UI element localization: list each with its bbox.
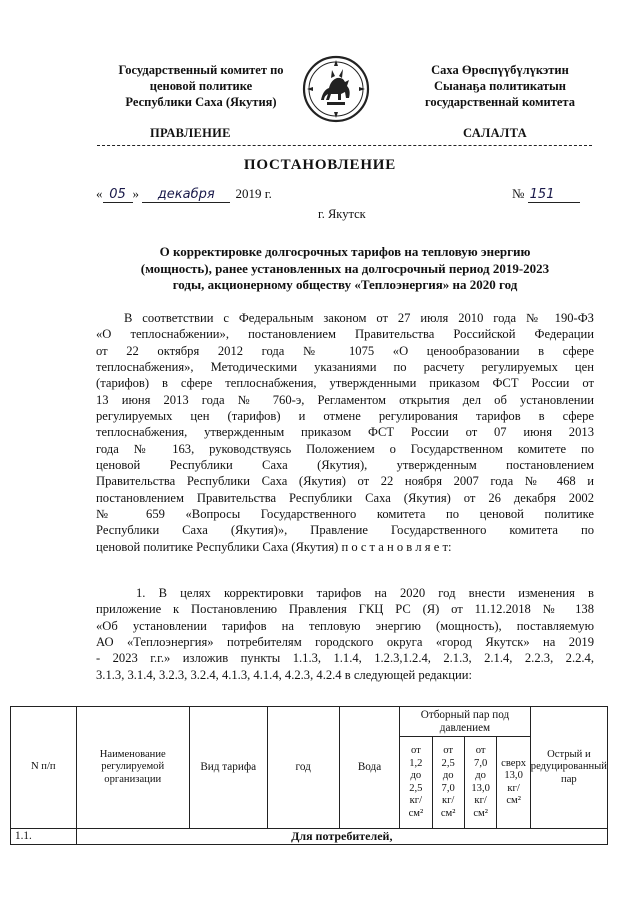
org-name-russian <box>96 62 306 110</box>
document-subject <box>100 244 590 294</box>
department-label-yakut: САЛАЛТА <box>463 126 527 140</box>
org-name-line: государственнай комитета <box>425 95 575 109</box>
header-steam-7-0-to-13-0: от 7,0 до 13,0 кг/ см² <box>464 737 497 829</box>
header-water: Вода <box>339 707 399 829</box>
date-quote-open: « <box>96 186 103 201</box>
org-name-line: Саха Өрөспүүбүлүкэтин <box>431 63 569 77</box>
paragraph-line: «Об установлении тарифов на тепловую энергию (мощность), поставляемую <box>96 618 594 633</box>
row-num: 1.1. <box>11 829 77 845</box>
paragraph-line: № 659 «Вопросы Государственного комитета по ценовой политике <box>96 507 594 522</box>
paragraph-line: 13 июня 2013 года № 760-э, Регламентом открытия дел об установлении <box>96 392 594 407</box>
header-year: год <box>267 707 339 829</box>
document-number <box>512 186 580 203</box>
number-handwritten: 151 <box>528 187 580 203</box>
paragraph-line: АО «Теплоэнергия» потребителям городского округа «город Якутск» на 2019 <box>96 635 594 650</box>
document-city: г. Якутск <box>318 207 366 221</box>
date-year: 2019 г. <box>235 186 272 201</box>
subject-line: годы, акционерному обществу «Теплоэнергия» на 2020 год <box>172 277 518 293</box>
paragraph-line: теплоснабжения, утвержденным приказом ФСТ России от 07 июня 2013 <box>96 425 594 440</box>
date-month-handwritten: декабря <box>142 187 230 203</box>
table-row <box>11 829 608 845</box>
paragraph-line: ценовой Республики Саха (Якутия), утвержденным постановлением <box>96 458 594 473</box>
paragraph-line: Республики Саха (Якутия)», Правление Государственного комитета по <box>96 523 594 538</box>
tariff-table <box>10 706 608 845</box>
header-sharp-steam: Острый и редуцированный пар <box>530 707 607 829</box>
document-date <box>96 186 272 203</box>
date-quote-close: » <box>132 186 139 201</box>
header-steam-group: Отборный пар под давлением <box>400 707 531 737</box>
header-steam-over-13-0: сверх 13,0 кг/ см² <box>497 737 530 829</box>
department-label-russian: ПРАВЛЕНИЕ <box>150 126 231 140</box>
paragraph-line: постановлением Правительства Республики Саха (Якутия) от 26 декабря 2002 <box>96 490 594 505</box>
paragraph-line: 3.1.3, 3.1.4, 3.2.3, 3.2.4, 4.1.3, 4.1.4, 4.2.3, 4.2.4 в следующей редакции: <box>96 667 472 682</box>
header-organization: Наименование регулируемой организации <box>76 707 189 829</box>
org-name-line: Республики Саха (Якутия) <box>125 95 277 109</box>
paragraph-line: приложение к Постановлению Правления ГКЦ РС (Я) от 11.12.2018 № 138 <box>96 602 594 617</box>
org-name-line: ценовой политике <box>149 79 253 93</box>
document-title: ПОСТАНОВЛЕНИЕ <box>243 157 397 173</box>
paragraph-line: - 2023 г.г.» изложив пункты 1.1.3, 1.1.4, 1.2.3,1.2.4, 2.1.3, 2.1.4, 2.2.3, 2.2.4, <box>96 651 594 666</box>
row-consumer-label: Для потребителей, <box>76 829 607 845</box>
paragraph-line: года № 163, руководствуясь Положением о Государственном комитете по <box>96 441 594 456</box>
paragraph-line: Правительства Республики Саха (Якутия) от 22 ноября 2007 года № 468 и <box>96 474 594 489</box>
paragraph-line: ценовой политике Республики Саха (Якутия) п о с т а н о в л я е т: <box>96 539 452 554</box>
paragraph-line: теплоснабжения», Методическими указаниями по расчету регулируемых цен <box>96 360 594 375</box>
paragraph-line: от 22 октября 2012 года № 1075 «О ценообразовании в сфере <box>96 343 594 358</box>
number-label: № <box>512 186 525 201</box>
org-name-line: Государственный комитет по <box>118 63 284 77</box>
header-steam-1-2-to-2-5: от 1,2 до 2,5 кг/ см² <box>400 737 432 829</box>
sakha-coat-of-arms-icon <box>301 54 371 124</box>
paragraph-line: 1. В целях корректировки тарифов на 2020 год внести изменения в <box>136 586 594 600</box>
preamble-paragraph <box>96 310 594 555</box>
header-tariff-type: Вид тарифа <box>189 707 267 829</box>
paragraph-line: (тарифов) в сфере теплоснабжения, утвержденными приказом ФСТ России от <box>96 376 594 391</box>
header-steam-2-5-to-7-0: от 2,5 до 7,0 кг/ см² <box>432 737 464 829</box>
org-name-line: Сыанаҕа политикатын <box>434 79 566 93</box>
letterhead-divider <box>97 145 592 146</box>
org-name-yakut <box>400 62 600 110</box>
subject-line: О корректировке долгосрочных тарифов на тепловую энергию <box>159 244 531 259</box>
clause-1-paragraph <box>96 585 594 683</box>
paragraph-line: В соответствии с Федеральным законом от 27 июля 2010 года № 190-ФЗ <box>124 311 594 325</box>
paragraph-line: «О теплоснабжении», постановлением Правительства Российской Федерации <box>96 327 594 342</box>
date-day-handwritten: 05 <box>103 187 133 203</box>
header-num: N п/п <box>11 707 77 829</box>
paragraph-line: регулируемых цен (тарифов) и отмене регулирования тарифов в сфере <box>96 409 594 424</box>
subject-line: (мощность), ранее установленных на долгосрочный период 2019-2023 <box>140 260 550 276</box>
